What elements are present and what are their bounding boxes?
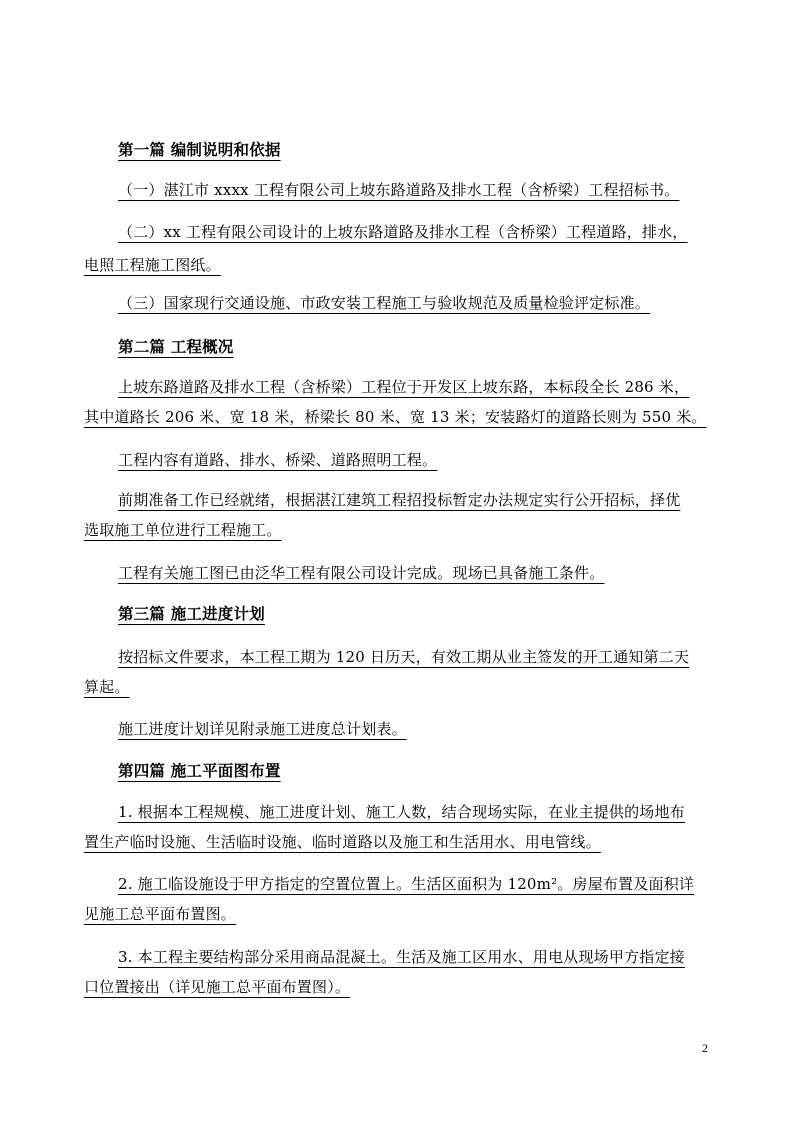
paragraph-line: 其中道路长 206 米、宽 18 米，桥梁长 80 米、宽 13 米；安装路灯的道路长则为 550 米。 <box>84 408 707 426</box>
paragraph-line: 见施工总平面布置图。 <box>84 905 237 923</box>
paragraph-line: 电照工程施工图纸。 <box>84 256 221 274</box>
section-heading-3: 第三篇 施工进度计划 <box>118 604 265 623</box>
paragraph-line: 2. 施工临设施设于甲方指定的空置位置上。生活区面积为 120m²。房屋布置及面积详 <box>118 875 695 893</box>
paragraph-line: （一）湛江市 xxxx 工程有限公司上坡东路道路及排水工程（含桥梁）工程招标书。 <box>118 181 680 199</box>
paragraph-line: 选取施工单位进行工程施工。 <box>84 521 282 539</box>
paragraph-line: 3. 本工程主要结构部分采用商品混凝土。生活及施工区用水、用电从现场甲方指定接 <box>118 948 685 966</box>
paragraph-line: 工程内容有道路、排水、桥梁、道路照明工程。 <box>118 451 438 469</box>
paragraph-line: 口位置接出（详见施工总平面布置图）。 <box>84 978 351 996</box>
paragraph-line: 1. 根据本工程规模、施工进度计划、施工人数，结合现场实际，在业主提供的场地布 <box>118 803 685 821</box>
paragraph-line: 前期准备工作已经就绪，根据湛江建筑工程招投标暂定办法规定实行公开招标，择优 <box>118 491 681 509</box>
section-heading-4: 第四篇 施工平面图布置 <box>118 761 281 780</box>
page-number: 2 <box>702 1041 708 1055</box>
paragraph-line: 上坡东路道路及排水工程（含桥梁）工程位于开发区上坡东路，本标段全长 286 米， <box>118 378 690 396</box>
paragraph-line: 施工进度计划详见附录施工进度总计划表。 <box>118 720 407 738</box>
paragraph-line: 按招标文件要求，本工程工期为 120 日历天，有效工期从业主签发的开工通知第二天 <box>118 648 690 666</box>
paragraph-line: 工程有关施工图已由泛华工程有限公司设计完成。现场已具备施工条件。 <box>118 564 605 582</box>
section-heading-2: 第二篇 工程概况 <box>118 337 234 356</box>
paragraph-line: 算起。 <box>84 678 130 696</box>
paragraph-line: 置生产临时设施、生活临时设施、临时道路以及施工和生活用水、用电管线。 <box>84 833 601 851</box>
paragraph-line: （二）xx 工程有限公司设计的上坡东路道路及排水工程（含桥梁）工程道路，排水， <box>118 223 688 241</box>
paragraph-line: （三）国家现行交通设施、市政安装工程施工与验收规范及质量检验评定标准。 <box>118 294 651 312</box>
section-heading-1: 第一篇 编制说明和依据 <box>118 140 281 159</box>
